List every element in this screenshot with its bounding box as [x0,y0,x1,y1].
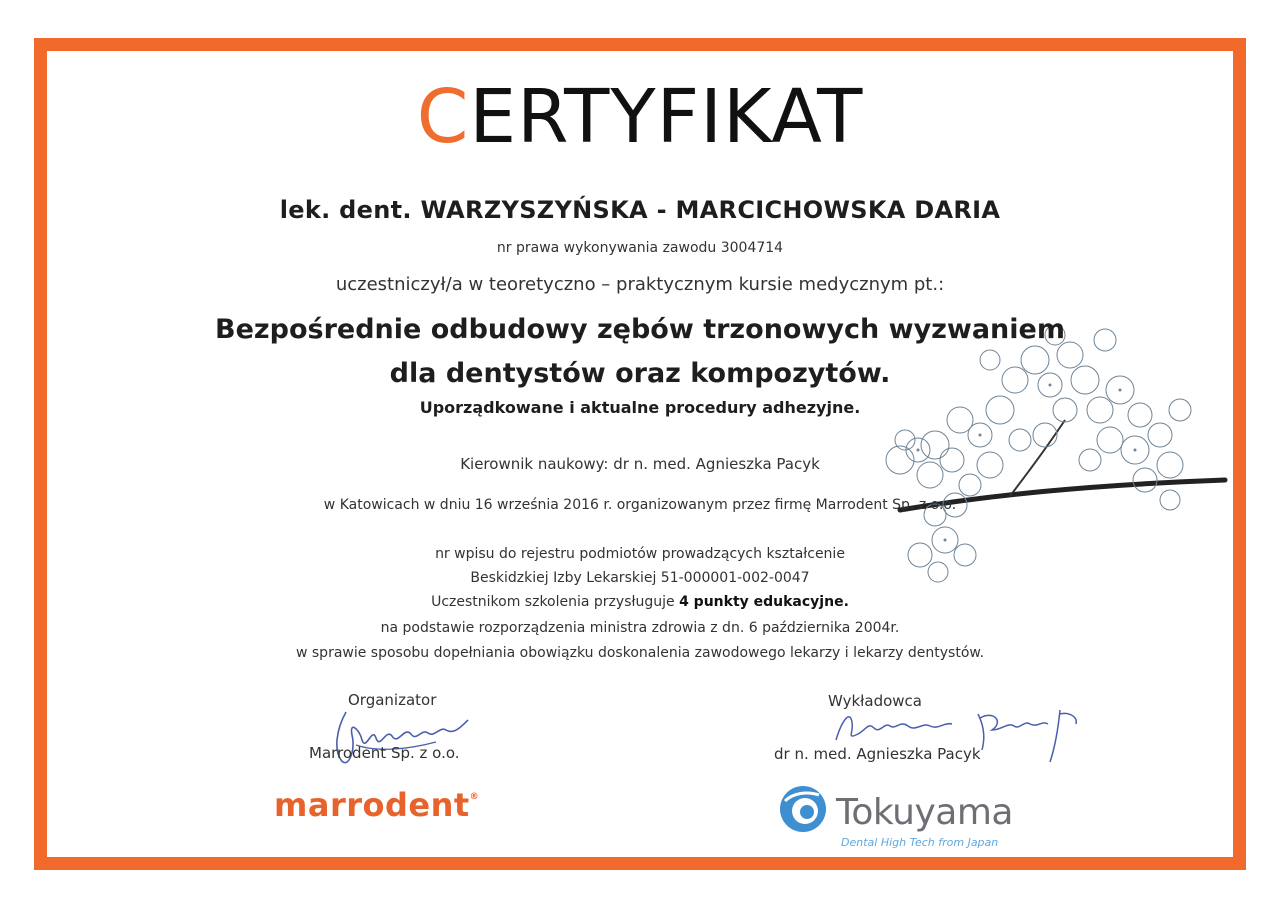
registered-mark: ® [469,792,480,802]
points-value: 4 punkty edukacyjne. [679,594,849,610]
lecturer-label: Wykładowca [828,692,922,710]
organizer-name: Marrodent Sp. z o.o. [309,744,460,762]
certificate-title [0,74,1280,160]
legal-basis-line-1: na podstawie rozporządzenia ministra zdrowia z dn. 6 października 2004r. [380,620,900,636]
course-title-line1: Bezpośrednie odbudowy zębów trzonowych wyzwaniem [215,314,1065,345]
points-prefix: Uczestnikom szkolenia przysługuje [431,594,680,610]
tokuyama-tagline: Dental High Tech from Japan [841,836,999,849]
participation-intro: uczestniczył/a w teoretyczno – praktycznym kursie medycznym pt.: [335,274,945,295]
marrodent-logo-text: marrodent [274,786,470,824]
course-title-line2: dla dentystów oraz kompozytów. [389,358,891,389]
marrodent-logo [274,786,479,824]
organizer-signature [316,700,486,775]
title-first-letter: C [416,74,470,160]
registry-line-1: nr wpisu do rejestru podmiotów prowadzących kształcenie [435,546,845,562]
education-points [0,594,1280,610]
license-number: nr prawa wykonywania zawodu 3004714 [496,240,784,256]
tokuyama-logo: Tokuyama [836,792,1013,833]
organizer-label: Organizator [348,691,437,709]
registry-line-2: Beskidzkiej Izby Lekarskiej 51-000001-002-0047 [470,570,810,586]
legal-basis-line-2: w sprawie sposobu dopełniania obowiązku doskonalenia zawodowego lekarzy i lekarzy dentystów. [295,645,985,661]
lecturer-name: dr n. med. Agnieszka Pacyk [774,745,981,763]
recipient-name: lek. dent. WARZYSZYŃSKA - MARCICHOWSKA DARIA [279,196,1001,224]
scientific-supervisor: Kierownik naukowy: dr n. med. Agnieszka Pacyk [460,455,820,473]
title-rest: ERTYFIKAT [469,74,864,160]
tokuyama-logo-icon [779,785,827,833]
place-and-date: w Katowicach w dniu 16 września 2016 r. organizowanym przez firmę Marrodent Sp. z o.o. [323,497,957,513]
course-subtitle: Uporządkowane i aktualne procedury adhezyjne. [419,398,861,417]
